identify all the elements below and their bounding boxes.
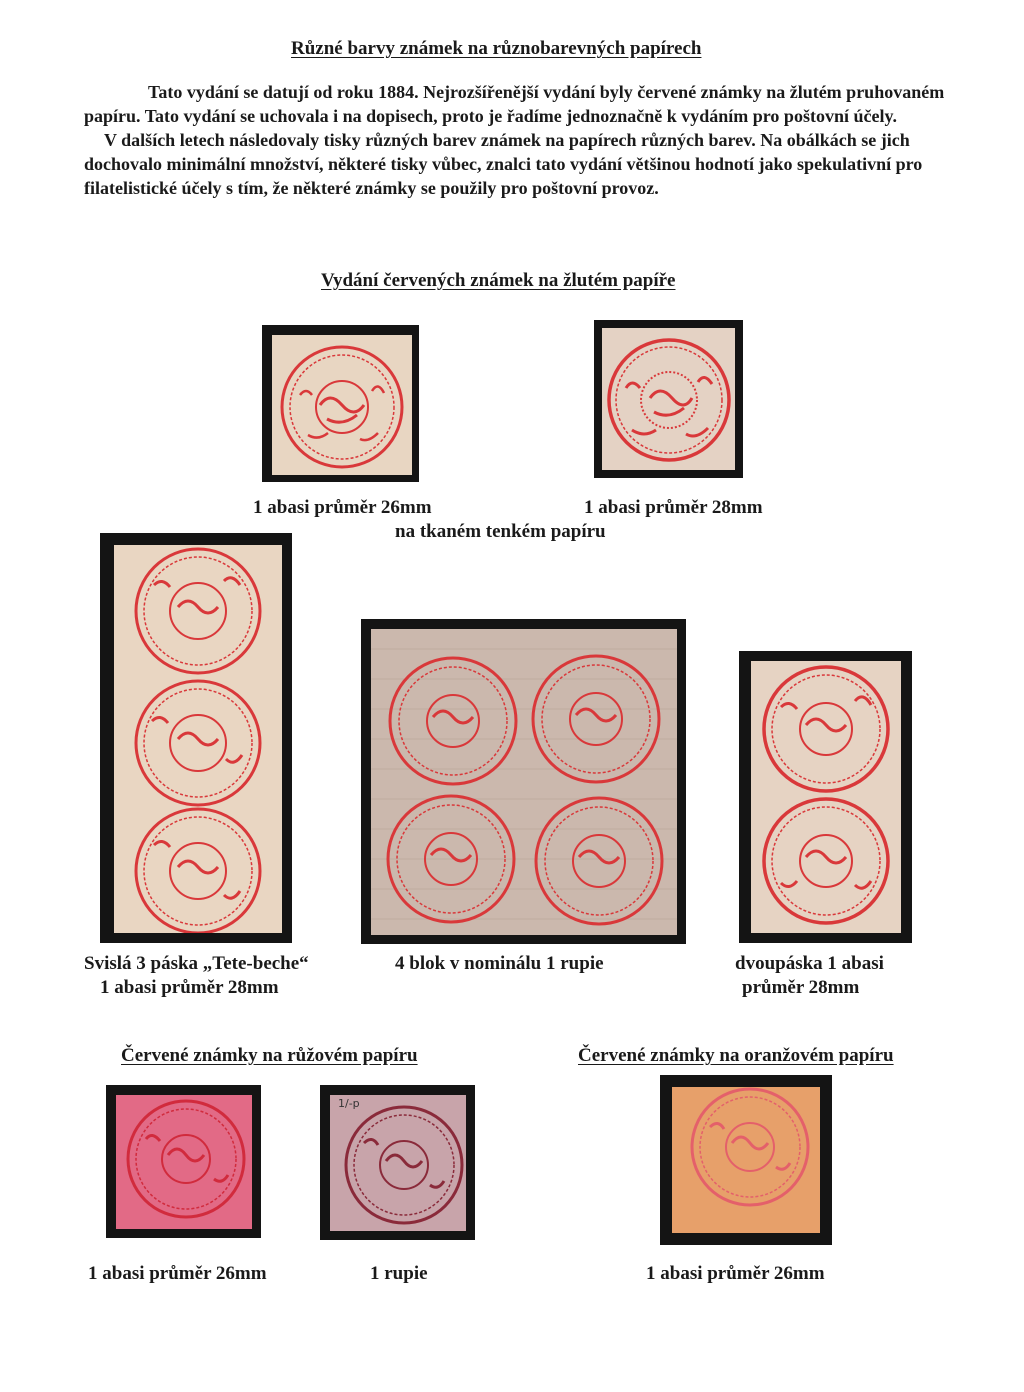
stamp-orange-abasi bbox=[672, 1087, 820, 1233]
stamp-mount-rupie bbox=[320, 1085, 475, 1240]
block-4-image bbox=[371, 629, 677, 935]
caption-abasi-26mm: 1 abasi průměr 26mm bbox=[253, 497, 432, 518]
stamp-mount-block-4 bbox=[361, 619, 686, 944]
rupie-image bbox=[330, 1095, 466, 1231]
stamp-strip-tete-beche bbox=[114, 545, 282, 933]
caption-strip-line1: Svislá 3 páska „Tete-beche“ bbox=[84, 953, 309, 974]
pair-image bbox=[751, 661, 901, 933]
stamp-pair-abasi bbox=[751, 661, 901, 933]
caption-rupie: 1 rupie bbox=[370, 1263, 428, 1284]
intro-paragraph-2: V dalších letech následovaly tisky různých barev známek na papírech různých barev. Na obálkách se jich dochovalo minimální množství, některé tisky vůbec, znalci tato vydání většinou hodnotí jako spekulativní pro filatelistické účely s tím, že některé známky se použily pro poštovní provoz. bbox=[84, 130, 923, 198]
pencil-note: 1/-p bbox=[338, 1097, 360, 1110]
section-heading-yellow: Vydání červených známek na žlutém papíře bbox=[321, 270, 676, 291]
caption-abasi-28mm: 1 abasi průměr 28mm bbox=[584, 497, 763, 518]
stamp-abasi-26mm-image bbox=[272, 335, 412, 475]
caption-orange-abasi: 1 abasi průměr 26mm bbox=[646, 1263, 825, 1284]
stamp-mount-orange-abasi bbox=[660, 1075, 832, 1245]
caption-pair-line2: průměr 28mm bbox=[742, 977, 860, 998]
intro-paragraph-1: Tato vydání se datují od roku 1884. Nejrozšířenější vydání byly červené známky na žlutém pruhovaném papíru. Tato vydání se uchovala i na dopisech, proto je řadíme jednoznačně k vydáním pro poštovní účely. bbox=[84, 82, 945, 126]
caption-pair-line1: dvoupáska 1 abasi bbox=[735, 953, 884, 974]
stamp-rupie bbox=[330, 1095, 466, 1231]
stamp-mount-abasi-28mm bbox=[594, 320, 743, 478]
intro-text bbox=[84, 80, 964, 200]
page-title: Různé barvy známek na různobarevných papírech bbox=[291, 38, 702, 59]
stamp-block-1-rupie bbox=[371, 629, 677, 935]
stamp-abasi-28mm-image bbox=[602, 328, 735, 470]
strip-3-image bbox=[114, 545, 282, 933]
stamp-mount-pair bbox=[739, 651, 912, 943]
stamp-mount-pink-abasi bbox=[106, 1085, 261, 1238]
pink-abasi-image bbox=[116, 1095, 252, 1229]
stamp-pink-abasi bbox=[116, 1095, 252, 1229]
caption-woven-paper: na tkaném tenkém papíru bbox=[395, 521, 606, 542]
orange-abasi-image bbox=[672, 1087, 820, 1233]
stamp-mount-strip-3 bbox=[100, 533, 292, 943]
section-heading-orange: Červené známky na oranžovém papíru bbox=[578, 1045, 894, 1066]
section-heading-pink: Červené známky na růžovém papíru bbox=[121, 1045, 418, 1066]
caption-block: 4 blok v nominálu 1 rupie bbox=[395, 953, 604, 974]
caption-strip-line2: 1 abasi průměr 28mm bbox=[100, 977, 279, 998]
stamp-mount-abasi-26mm bbox=[262, 325, 419, 482]
stamp-abasi-28mm bbox=[602, 328, 735, 470]
caption-pink-abasi: 1 abasi průměr 26mm bbox=[88, 1263, 267, 1284]
stamp-abasi-26mm bbox=[272, 335, 412, 475]
